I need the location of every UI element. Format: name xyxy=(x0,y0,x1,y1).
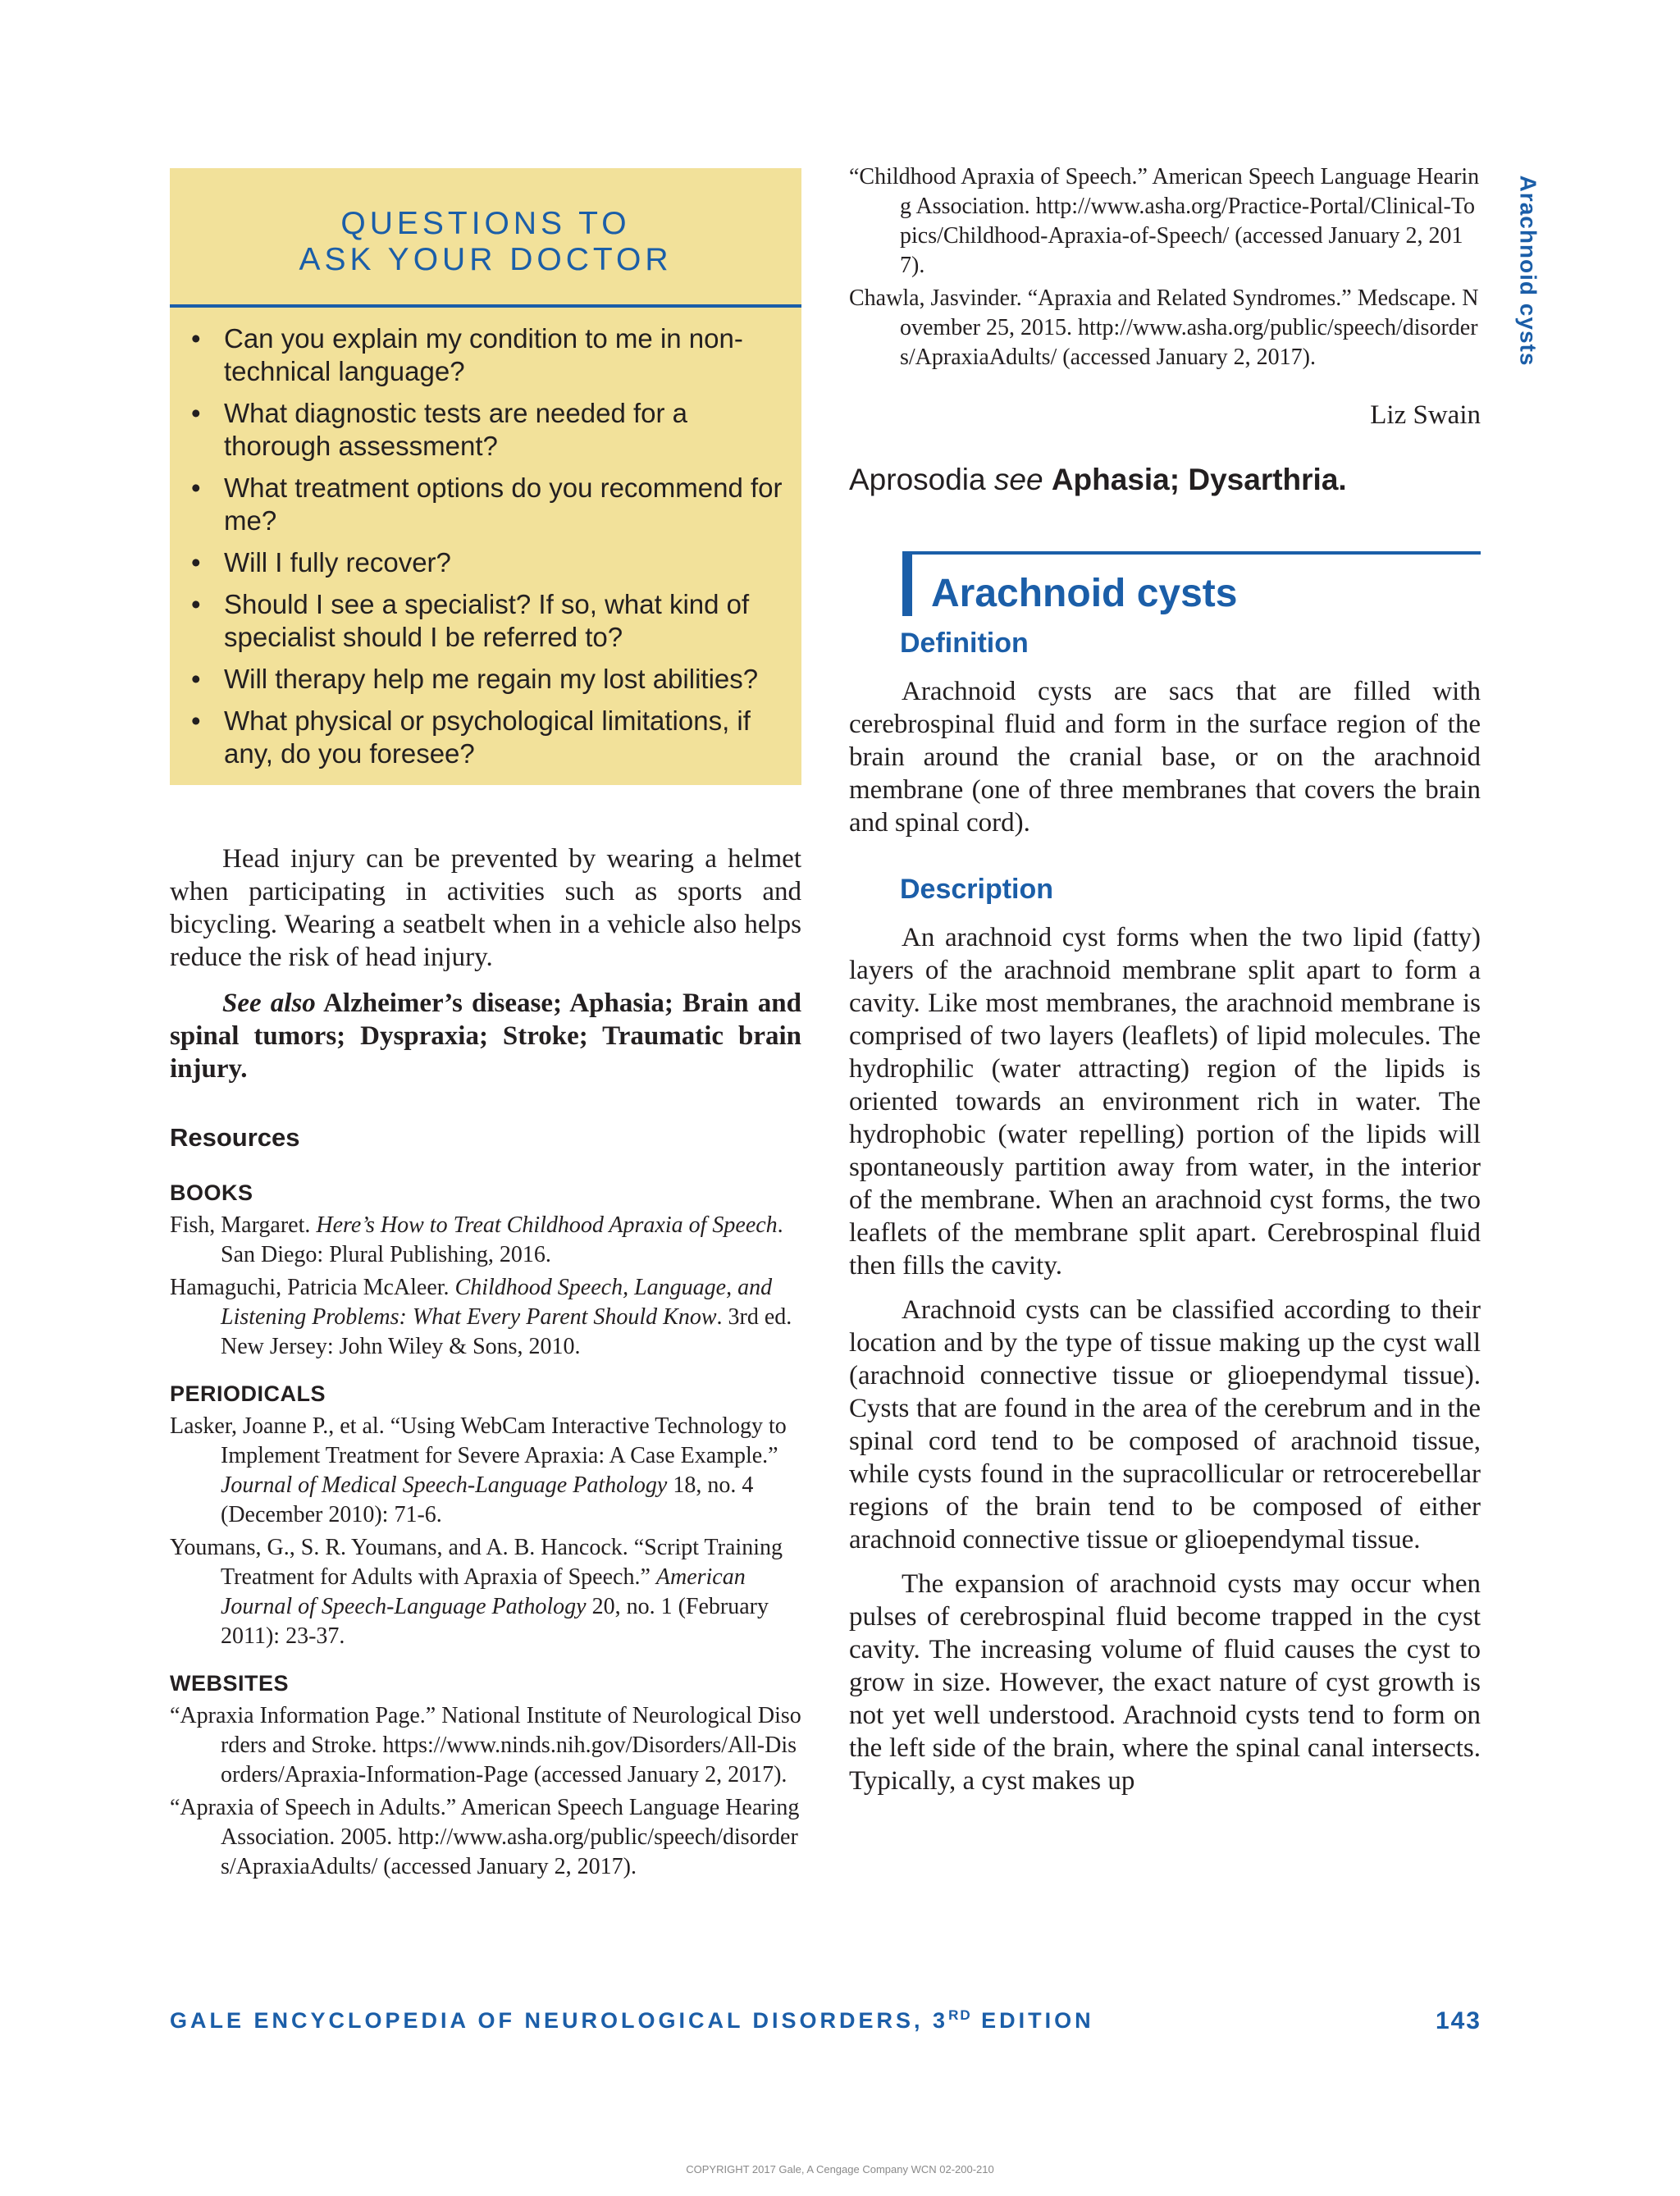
bullet-icon: • xyxy=(191,323,201,354)
periodical-citation: Youmans, G., S. R. Youmans, and A. B. Hancock. “Script Training Treatment for Adults with Apraxia of Speech.” xyxy=(170,1535,783,1590)
footer-edition-superscript: RD xyxy=(948,2007,972,2023)
bullet-icon: • xyxy=(191,589,201,619)
questions-title-line1: QUESTIONS TO xyxy=(340,206,631,241)
question-text: What diagnostic tests are needed for a thorough assessment? xyxy=(224,398,687,461)
websites-heading: WEBSITES xyxy=(170,1671,290,1696)
bullet-icon: • xyxy=(191,664,201,694)
website-reference: “Apraxia Information Page.” National Institute of Neurological Disorders and Stroke. https://www.ninds.nih.gov/Disorders/All-Disorders/Apraxia-Information-Page (accessed January 2, 2017). xyxy=(170,1703,801,1787)
aprosodia-see: see xyxy=(993,463,1043,496)
book-reference xyxy=(170,1273,801,1362)
questions-title-line2: ASK YOUR DOCTOR xyxy=(299,242,673,277)
books-heading: BOOKS xyxy=(170,1180,253,1205)
book-author: Fish, Margaret. xyxy=(170,1212,311,1238)
website-reference: “Childhood Apraxia of Speech.” American Speech Language Hearing Association. http://www.asha.org/Practice-Portal/Clinical-Topics/Childhood-Apraxia-of-Speech/ (accessed January 2, 2017). xyxy=(849,164,1480,278)
book-details: . 3rd ed. New Jersey: John Wiley & Sons, 2010. xyxy=(221,1304,792,1359)
description-heading: Description xyxy=(900,874,1054,905)
author-name: Liz Swain xyxy=(1370,400,1481,430)
aprosodia-cross-reference xyxy=(849,462,1481,498)
running-head-text: Arachnoid cysts xyxy=(1515,175,1541,367)
question-item xyxy=(191,322,785,388)
question-item xyxy=(191,705,785,770)
question-text: What physical or psychological limitations, if any, do you foresee? xyxy=(224,705,751,769)
question-text: Can you explain my condition to me in non-technical language? xyxy=(224,323,743,386)
resources-heading: Resources xyxy=(170,1123,300,1152)
right-column xyxy=(849,162,1481,1797)
book-title: Childhood Speech, Language, and Listening Problems: What Every Parent Should Know xyxy=(221,1275,773,1330)
periodical-issue: 18, no. 4 (December 2010): 71-6. xyxy=(221,1472,754,1527)
bullet-icon: • xyxy=(191,547,201,578)
bullet-icon: • xyxy=(191,398,201,428)
book-author: Hamaguchi, Patricia McAleer. xyxy=(170,1275,450,1300)
questions-list xyxy=(170,322,801,770)
entry-heading xyxy=(849,555,1481,616)
question-text: What treatment options do you recommend for me? xyxy=(224,473,783,536)
question-text: Will therapy help me regain my lost abilities? xyxy=(224,664,759,694)
see-also-topics: Alzheimer’s disease; Aphasia; Brain and spinal tumors; Dyspraxia; Stroke; Traumatic brain injury. xyxy=(170,988,801,1084)
bullet-icon: • xyxy=(191,705,201,736)
question-item xyxy=(191,472,785,537)
questions-box xyxy=(170,168,801,785)
periodical-citation: Lasker, Joanne P., et al. “Using WebCam Interactive Technology to Implement Treatment for Severe Apraxia: A Case Example.” xyxy=(170,1413,787,1468)
book-reference xyxy=(170,1211,801,1270)
questions-title xyxy=(170,206,801,278)
running-head xyxy=(1503,164,1552,377)
question-text: Will I fully recover? xyxy=(224,547,451,578)
prevention-paragraph: Head injury can be prevented by wearing a helmet when participating in activities such as sports and bicycling. Wearing a seatbelt when in a vehicle also helps reduce the risk of head injury. xyxy=(170,844,801,972)
copyright-notice: COPYRIGHT 2017 Gale, A Cengage Company WCN 02-200-210 xyxy=(686,2163,994,2175)
definition-paragraph: Arachnoid cysts are sacs that are filled with cerebrospinal fluid and form in the surface region of the brain around the cranial base, or on the arachnoid membrane (one of three membranes that covers the brain and spinal cord). xyxy=(849,677,1481,838)
footer-title-text: GALE ENCYCLOPEDIA OF NEUROLOGICAL DISORDERS, 3 xyxy=(170,2008,949,2033)
aprosodia-targets: Aphasia; Dysarthria. xyxy=(1051,463,1347,496)
entry-accent-bar xyxy=(902,551,912,616)
question-text: Should I see a specialist? If so, what kind of specialist should I be referred to? xyxy=(224,589,750,652)
question-item xyxy=(191,546,785,579)
page-number: 143 xyxy=(1435,2007,1481,2034)
aprosodia-term: Aprosodia xyxy=(849,463,986,496)
question-item xyxy=(191,663,785,696)
see-also xyxy=(170,987,801,1085)
periodicals-heading: PERIODICALS xyxy=(170,1381,326,1406)
book-title: Here’s How to Treat Childhood Apraxia of Speech xyxy=(316,1212,778,1238)
periodical-reference xyxy=(170,1533,801,1651)
periodical-issue: 20, no. 1 (February 2011): 23-37. xyxy=(221,1594,769,1649)
question-item xyxy=(191,397,785,463)
periodical-journal: American Journal of Speech-Language Pathology xyxy=(221,1564,746,1619)
questions-divider xyxy=(170,304,801,308)
description-paragraph: Arachnoid cysts can be classified according to their location and by the type of tissue making up the cyst wall (arachnoid connective tissue or glioependymal tissue). Cysts that are found in the area of the cerebrum and in the spinal cord tend to be composed of arachnoid tissue, while cysts found in the supracollicular or retrocerebellar regions of the brain tend to be composed of either arachnoid connective tissue or glioependymal tissue. xyxy=(849,1295,1481,1555)
website-reference: “Apraxia of Speech in Adults.” American Speech Language Hearing Association. 2005. http://www.asha.org/public/speech/disorders/ApraxiaAdults/ (accessed January 2, 2017). xyxy=(170,1795,800,1879)
book-details: . San Diego: Plural Publishing, 2016. xyxy=(221,1212,783,1267)
website-reference: Chawla, Jasvinder. “Apraxia and Related Syndromes.” Medscape. November 25, 2015. http://www.asha.org/public/speech/disorders/ApraxiaAdults/ (accessed January 2, 2017). xyxy=(849,285,1479,370)
periodical-reference xyxy=(170,1412,801,1530)
bullet-icon: • xyxy=(191,473,201,503)
see-also-label: See also xyxy=(222,988,316,1018)
description-paragraph: The expansion of arachnoid cysts may occur when pulses of cerebrospinal fluid become trapped in the cyst cavity. The increasing volume of fluid causes the cyst to grow in size. However, the exact nature of cyst growth is not yet well understood. Arachnoid cysts tend to form on the left side of the brain, where the spinal canal intersects. Typically, a cyst makes up xyxy=(849,1569,1481,1796)
footer-book-title xyxy=(170,2007,1094,2034)
definition-heading: Definition xyxy=(900,628,1029,659)
question-item xyxy=(191,588,785,654)
left-column xyxy=(170,168,801,1885)
entry-title: Arachnoid cysts xyxy=(931,572,1238,615)
periodical-journal: Journal of Medical Speech-Language Pathology xyxy=(221,1472,668,1498)
description-paragraph: An arachnoid cyst forms when the two lipid (fatty) layers of the arachnoid membrane split apart to form a cavity. Like most membranes, the arachnoid membrane is comprised of two layers (leaflets) of lipid molecules. The hydrophilic (water attracting) region of the lipids is oriented towards an environment rich in water. The hydrophobic (water repelling) portion of the lipids will spontaneously partition away from water, in the interior of the membrane. When an arachnoid cyst forms, the two leaflets of the membrane split apart. Cerebrospinal fluid then fills the cavity. xyxy=(849,923,1481,1281)
footer-edition-text: EDITION xyxy=(971,2008,1094,2033)
